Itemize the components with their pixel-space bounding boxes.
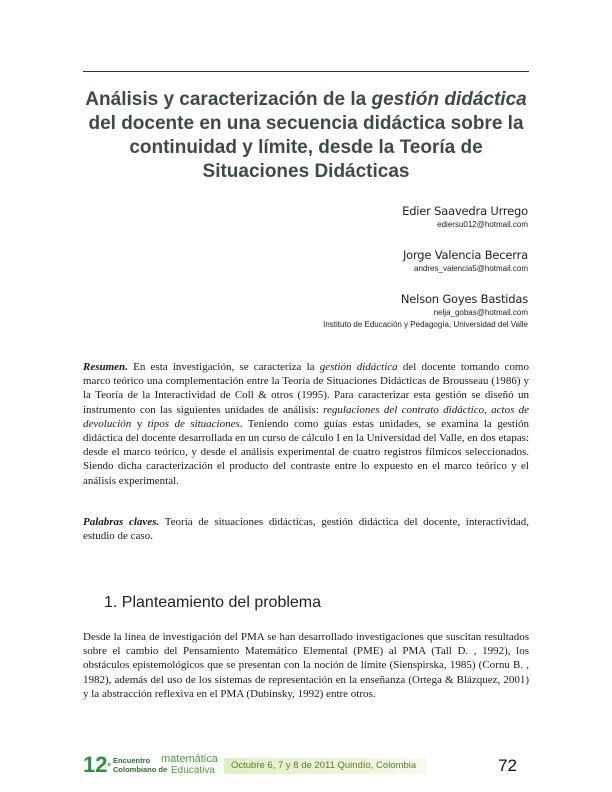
abstract-italic: actos de devolución	[83, 403, 530, 430]
author-institution: Instituto de Educación y Pedagogía, Universidad del Valle	[323, 320, 528, 329]
abstract-text: ,	[484, 403, 492, 416]
author-email: nelja_gobas@hotmail.com	[433, 308, 528, 317]
top-rule	[83, 71, 529, 72]
logo-educativa: Educativa	[171, 765, 215, 776]
abstract-text: del docente tomando como marco teórico una complementación entre la Teoría de Situaciones Didácticas de Brousseau (1986) y la Teoría de la Interactividad de Coll & otros (1995). Para caracterizar esta gestión se diseñó un instrumento con las siguientes unidades de análisis:	[83, 361, 529, 416]
abstract	[83, 360, 529, 488]
page-footer	[83, 752, 529, 782]
title-text: Análisis y caracterización de la	[85, 89, 372, 110]
keywords-label: Palabras claves.	[83, 516, 160, 528]
paper-title	[83, 88, 529, 184]
logo-caption	[113, 756, 167, 774]
author-2	[403, 247, 528, 275]
author-3	[323, 291, 528, 331]
keywords-text: Teoría de situaciones didácticas, gestión didáctica del docente, interactividad, estudio de caso.	[83, 516, 529, 543]
abstract-label: Resumen.	[83, 361, 128, 373]
author-name: Jorge Valencia Becerra	[402, 248, 528, 262]
author-email: ediersu012@hotmail.com	[437, 220, 528, 229]
logo-sup: º	[107, 761, 111, 771]
author-1	[402, 203, 528, 231]
page-number: 72	[498, 756, 517, 775]
title-italic-text: gestión didáctica	[371, 89, 527, 110]
author-email: andres_valencia5@hotmail.com	[414, 264, 528, 273]
logo-line-2: Colombiano de	[113, 765, 168, 774]
author-name: Nelson Goyes Bastidas	[400, 292, 528, 306]
logo-matematica: matemática	[161, 753, 218, 765]
section-heading: 1. Planteamiento del problema	[104, 594, 322, 611]
abstract-text: En esta investigación, se caracteriza la	[127, 361, 320, 373]
logo-number: 12	[83, 752, 108, 777]
abstract-italic: tipos de situaciones	[147, 417, 240, 430]
conference-logo	[83, 752, 111, 778]
logo-line-1: Encuentro	[113, 756, 151, 765]
abstract-text: y	[131, 417, 148, 430]
section-body: Desde la línea de investigación del PMA se han desarrollado investigaciones que suscitan resultados sobre el cambio del Pensamiento Matemático Elemental (PME) al PMA (Tall D. , 1992), los obstáculos epistemológicos que se presentan con la noción de límite (Sienspirska, 1985) (Cornu B. , 1982), además del uso de los sistemas de representación en la enseñanza (Ortega & Blázquez, 2001) y la abstracción reflexiva en el PMA (Dubinsky, 1992) entre otros.	[83, 631, 529, 700]
title-text-rest: del docente en una secuencia didáctica sobre la continuidad y límite, desde la Teoría de Situaciones Didácticas	[88, 113, 524, 182]
abstract-italic: regulaciones del contrato didáctico	[323, 403, 485, 416]
abstract-italic: gestión didáctica	[319, 361, 398, 373]
author-name: Edier Saavedra Urrego	[402, 204, 528, 218]
abstract-text: . Teniendo como guías estas unidades, se examina la gestión didáctica del docente desarrollada en un curso de cálculo I en la Universidad del Valle, en dos etapas: desde el marco teórico, y desde el análisis experimental de cuatro registros fílmicos seleccionados. Siendo dicha caracterización el producto del contraste entre lo expuesto en el marco teórico y el análisis experimental.	[83, 417, 530, 487]
footer-date: Octubre 6, 7 y 8 de 2011 Quindío, Colombia	[231, 760, 417, 771]
keywords	[83, 515, 529, 543]
